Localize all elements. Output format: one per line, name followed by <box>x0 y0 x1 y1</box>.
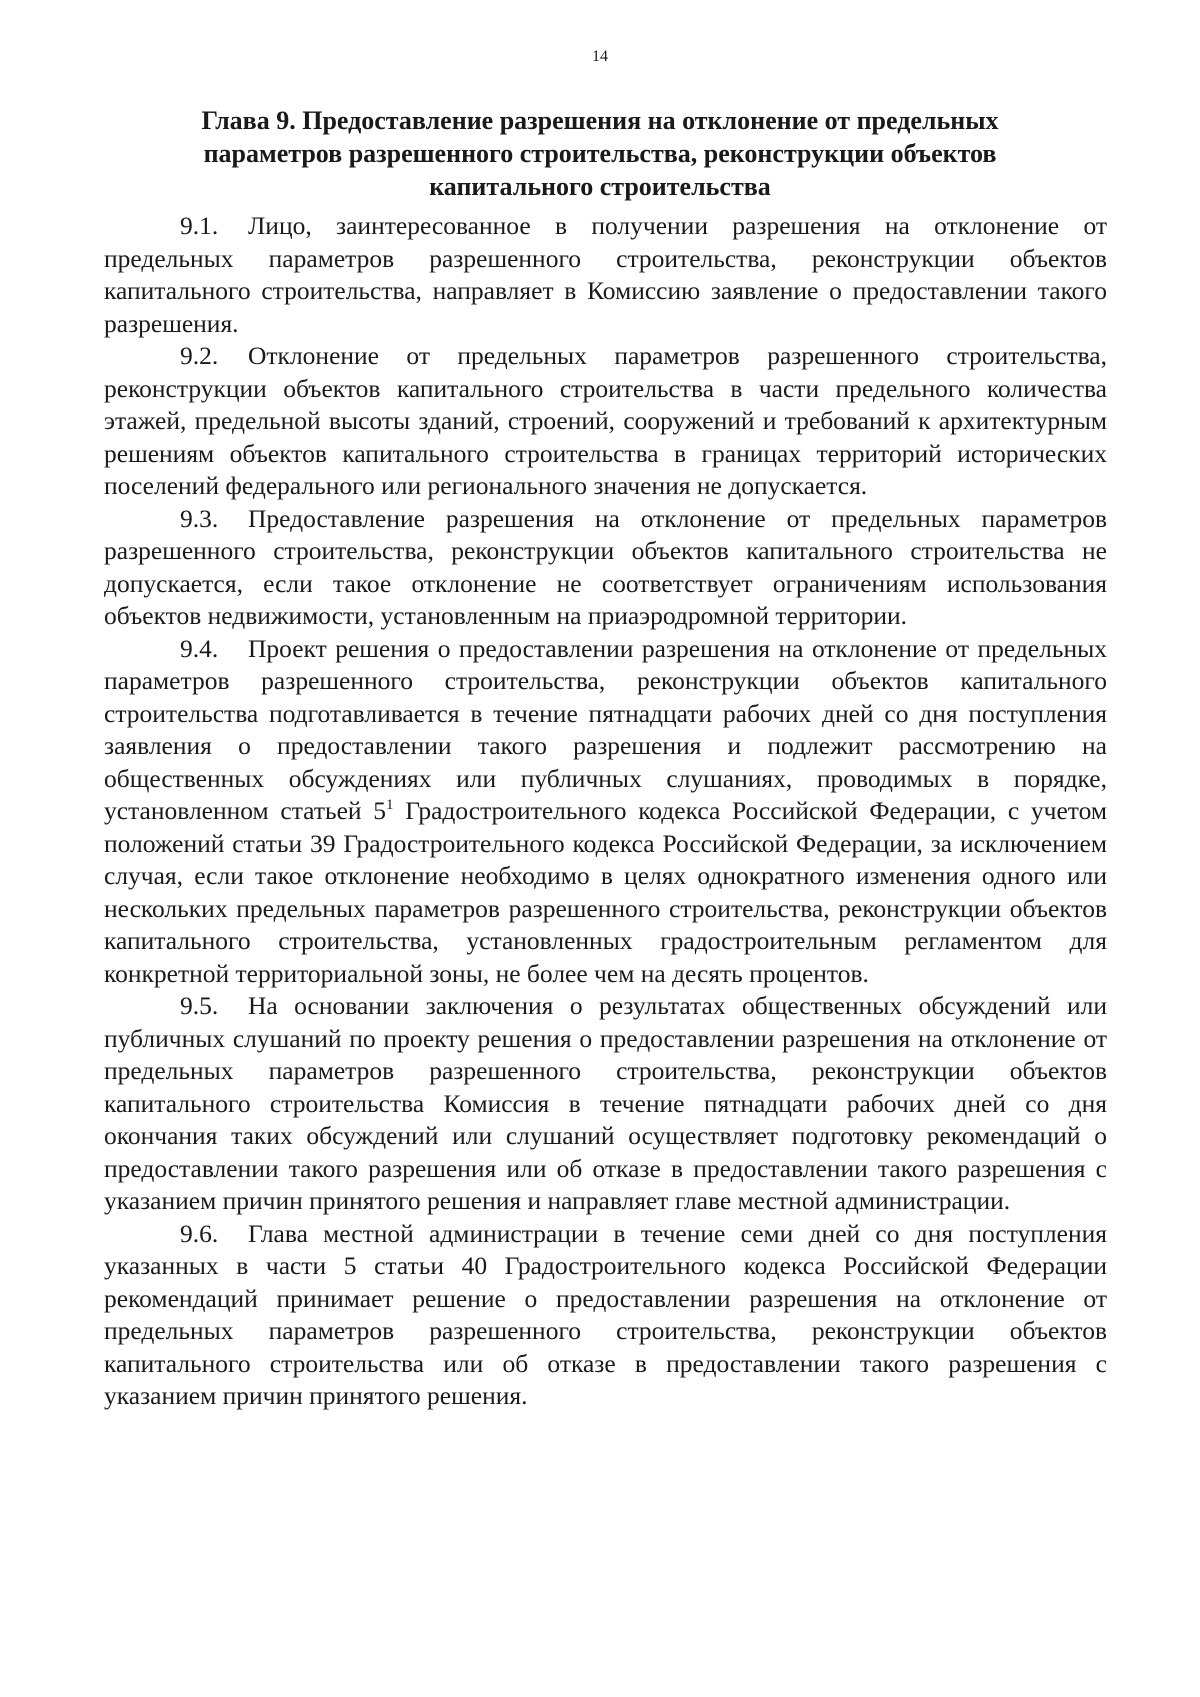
paragraph-text: Лицо, заинтересованное в получении разрешения на отклонение от предельных параметров разрешенного строительства, реконструкции объектов капитального строительства, направляет в Комиссию заявление о предоставлении такого разрешения. <box>104 211 1107 338</box>
page-number: 14 <box>592 48 608 65</box>
paragraph-9-5 <box>104 990 1107 1218</box>
paragraph-text: Предоставление разрешения на отклонение от предельных параметров разрешенного строительства, реконструкции объектов капитального строительства не допускается, если такое отклонение не соответствует ограничениям использования объектов недвижимости, установленным на приаэродромной территории. <box>104 503 1107 630</box>
paragraph-text: На основании заключения о результатах общественных обсуждений или публичных слушаний по проекту решения о предоставлении разрешения на отклонение от предельных параметров разрешенного строительства, реконструкции объектов капитального строительства Комиссия в течение пятнадцати рабочих дней со дня окончания таких обсуждений или слушаний осуществляет подготовку рекомендаций о предоставлении такого разрешения или об отказе в предоставлении такого разрешения с указанием причин принятого решения и направляет главе местной администрации. <box>104 991 1107 1215</box>
chapter-title-line-1: Глава 9. Предоставление разрешения на отклонение от предельных <box>201 106 999 135</box>
paragraph-9-3 <box>104 503 1107 633</box>
chapter-title-line-2: параметров разрешенного строительства, реконструкции объектов <box>203 139 997 168</box>
paragraph-number: 9.5. <box>180 991 219 1020</box>
document-body <box>104 210 1107 1413</box>
paragraph-9-6 <box>104 1218 1107 1413</box>
paragraph-text: Проект решения о предоставлении разрешения на отклонение от предельных параметров разрешенного строительства, реконструкции объектов капитального строительства подготавливается в течение пятнадцати рабочих дней со дня поступления заявления о предоставлении такого разрешения и подлежит рассмотрению на общественных обсуждениях или публичных слушаниях, проводимых в порядке, установленном статьей 5 <box>104 633 1107 825</box>
paragraph-9-4 <box>104 633 1107 991</box>
paragraph-number: 9.3. <box>180 503 219 533</box>
paragraph-text: Глава местной администрации в течение семи дней со дня поступления указанных в части 5 статьи 40 Градостроительного кодекса Российской Федерации рекомендаций принимает решение о предоставлении разрешения на отклонение от предельных параметров разрешенного строительства, реконструкции объектов капитального строительства или об отказе в предоставлении такого разрешения с указанием причин принятого решения. <box>104 1218 1107 1410</box>
paragraph-text-continued: Градостроительного кодекса Российской Федерации, с учетом положений статьи 39 Градостроительного кодекса Российской Федерации, за исключением случая, если такое отклонение необходимо в целях однократного изменения одного или нескольких предельных параметров разрешенного строительства, реконструкции объектов капитального строительства, установленных градостроительным регламентом для конкретной территориальной зоны, не более чем на десять процентов. <box>104 796 1107 988</box>
paragraph-9-1 <box>104 210 1107 340</box>
superscript-index: 1 <box>386 797 394 813</box>
paragraph-number: 9.2. <box>180 341 219 370</box>
paragraph-text: Отклонение от предельных параметров разрешенного строительства, реконструкции объектов капитального строительства в части предельного количества этажей, предельной высоты зданий, строений, сооружений и требований к архитектурным решениям объектов капитального строительства в границах территорий исторических поселений федерального или регионального значения не допускается. <box>104 341 1107 500</box>
paragraph-9-2 <box>104 340 1107 503</box>
paragraph-number: 9.6. <box>180 1218 219 1248</box>
chapter-title <box>150 104 1050 203</box>
chapter-title-line-3: капитального строительства <box>429 172 771 201</box>
paragraph-number: 9.4. <box>180 633 219 663</box>
paragraph-number: 9.1. <box>180 211 219 240</box>
